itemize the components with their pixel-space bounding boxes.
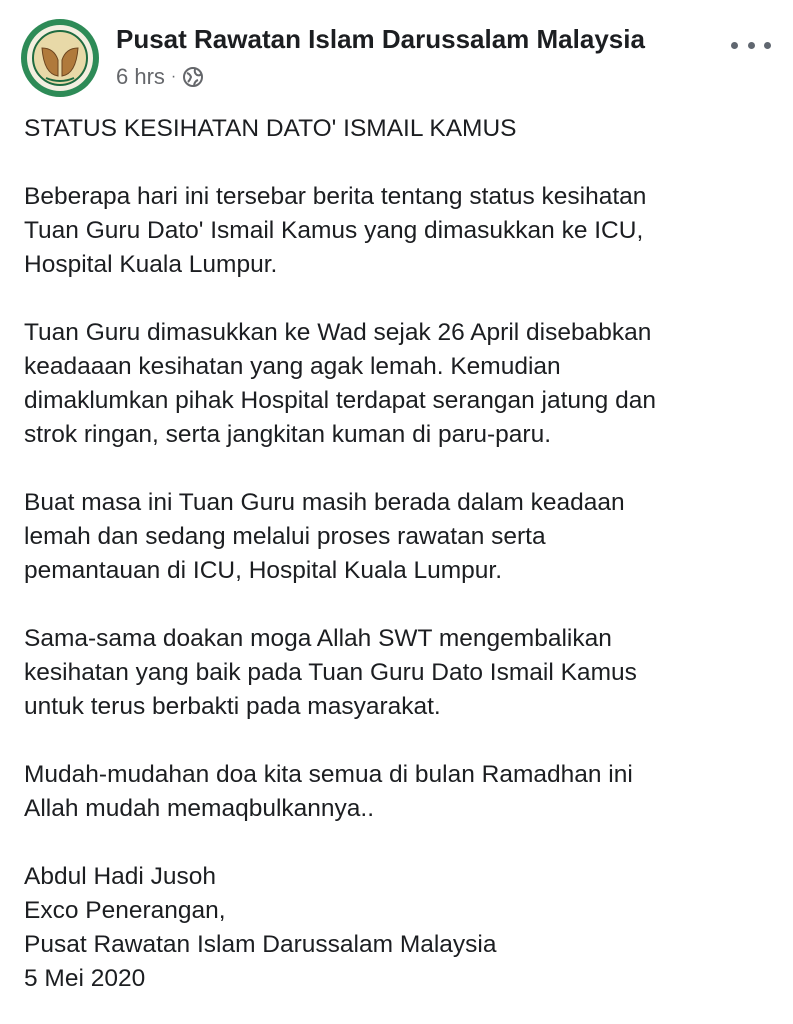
text-line: Tuan Guru Dato' Ismail Kamus yang dimasukkan ke ICU, [24,217,644,244]
page-avatar[interactable] [20,18,100,98]
text-line: keadaaan kesihatan yang agak lemah. Kemudian [24,353,561,380]
text-line: untuk terus berbakti pada masyarakat. [24,693,441,720]
more-dot [731,42,738,49]
text-line: Hospital Kuala Lumpur. [24,251,278,278]
more-dot [764,42,771,49]
text-line: Tuan Guru dimasukkan ke Wad sejak 26 April disebabkan [24,319,652,346]
post-title [24,112,774,146]
page-name-link[interactable]: Pusat Rawatan Islam Darussalam Malaysia [116,24,645,54]
paragraph-4 [24,622,774,724]
post-header [0,0,793,110]
signature-organization: Pusat Rawatan Islam Darussalam Malaysia [24,931,497,958]
text-line: Buat masa ini Tuan Guru masih berada dalam keadaan [24,489,625,516]
post-meta [116,62,204,92]
signature-block [24,860,774,996]
praying-hands-logo-icon [20,18,100,98]
post-timestamp[interactable]: 6 hrs [116,64,165,89]
signature-date: 5 Mei 2020 [24,965,146,992]
paragraph-5 [24,758,774,826]
post-title-line: STATUS KESIHATAN DATO' ISMAIL KAMUS [24,115,517,142]
text-line: kesihatan yang baik pada Tuan Guru Dato Ismail Kamus [24,659,637,686]
more-dot [748,42,755,49]
post-body [24,112,774,996]
signature-name: Abdul Hadi Jusoh [24,863,217,890]
text-line: Sama-sama doakan moga Allah SWT mengembalikan [24,625,612,652]
text-line: Beberapa hari ini tersebar berita tentang status kesihatan [24,183,647,210]
paragraph-1 [24,180,774,282]
text-line: Allah mudah memaqbulkannya.. [24,795,375,822]
globe-icon [182,66,204,88]
text-line: lemah dan sedang melalui proses rawatan serta [24,523,546,550]
text-line: strok ringan, serta jangkitan kuman di paru-paru. [24,421,552,448]
paragraph-3 [24,486,774,588]
text-line: pemantauan di ICU, Hospital Kuala Lumpur. [24,557,503,584]
more-options-icon[interactable] [731,30,771,60]
paragraph-2 [24,316,774,452]
text-line: Mudah-mudahan doa kita semua di bulan Ramadhan ini [24,761,633,788]
text-line: dimaklumkan pihak Hospital terdapat serangan jatung dan [24,387,656,414]
signature-position: Exco Penerangan, [24,897,226,924]
meta-separator: · [170,68,177,85]
